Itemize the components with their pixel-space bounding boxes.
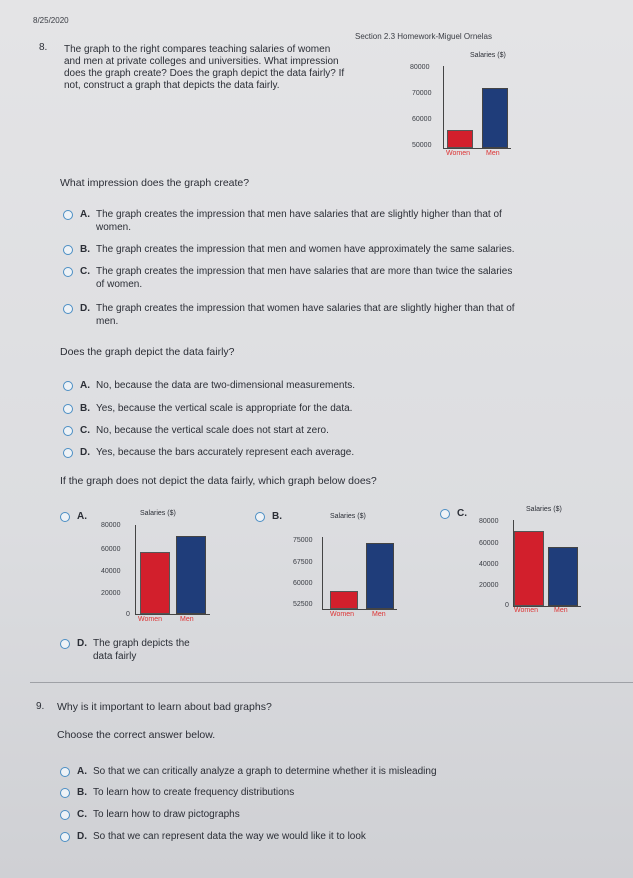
option-line: of women. <box>96 278 143 290</box>
prompt-impression: What impression does the graph create? <box>60 177 250 189</box>
y-axis <box>322 537 323 609</box>
option-letter: C. <box>80 425 90 436</box>
women-bar <box>330 591 358 609</box>
section-title: Section 2.3 Homework-Miguel Ornelas <box>355 32 492 41</box>
option-line: The graph creates the impression that men have salaries that are slightly higher than that of <box>96 209 502 220</box>
radio-button[interactable] <box>63 404 73 414</box>
option-impression-a[interactable] <box>63 209 603 234</box>
option-letter: D. <box>80 447 90 458</box>
y-tick: 75000 <box>293 537 313 544</box>
x-label-women: Women <box>514 607 538 614</box>
option-text <box>93 638 240 663</box>
prompt-which-graph: If the graph does not depict the data fairly, which graph below does? <box>60 475 377 487</box>
radio-button[interactable] <box>60 767 70 777</box>
chart-title: Salaries ($) <box>470 52 506 59</box>
x-axis <box>443 148 511 149</box>
question-9-instruction: Choose the correct answer below. <box>57 729 216 741</box>
graph-option-a[interactable] <box>60 511 93 524</box>
option-letter: B. <box>272 511 282 522</box>
y-tick: 50000 <box>412 142 432 149</box>
x-label-women: Women <box>138 616 162 623</box>
graph-c-chart <box>478 506 598 621</box>
radio-button[interactable] <box>63 267 73 277</box>
option-letter: B. <box>80 403 90 414</box>
option-text <box>96 266 603 291</box>
x-label-women: Women <box>330 611 354 618</box>
question-9-text: Why is it important to learn about bad graphs? <box>57 701 272 713</box>
y-tick: 0 <box>126 611 130 618</box>
option-line: women. <box>96 221 132 233</box>
option-line: The graph creates the impression that men have salaries that are more than twice the salaries <box>96 266 513 277</box>
women-bar <box>514 531 544 606</box>
radio-button[interactable] <box>60 832 70 842</box>
option-letter: B. <box>77 787 87 798</box>
radio-button[interactable] <box>255 512 265 522</box>
option-text: To learn how to create frequency distributions <box>93 787 295 798</box>
option-line: The graph creates the impression that men and women have approximately the same salaries. <box>96 244 515 255</box>
x-axis <box>135 614 210 615</box>
graph-option-b[interactable] <box>255 511 288 524</box>
y-tick: 80000 <box>101 522 121 529</box>
option-text: So that we can critically analyze a graph to determine whether it is misleading <box>93 766 437 777</box>
option-letter: C. <box>80 266 90 277</box>
option-letter: A. <box>80 380 90 391</box>
option-letter: A. <box>77 766 87 777</box>
y-tick: 40000 <box>479 561 499 568</box>
option-fair-a[interactable] <box>63 380 513 393</box>
option-impression-d[interactable] <box>63 303 603 328</box>
y-tick: 60000 <box>412 116 432 123</box>
option-text: To learn how to draw pictographs <box>93 809 240 820</box>
question-8-text-line: does the graph create? Does the graph depict the data fairly? If <box>64 68 345 79</box>
option-letter: D. <box>77 831 87 842</box>
option-line: The graph depicts the <box>93 638 190 649</box>
prompt-fairness: Does the graph depict the data fairly? <box>60 346 235 358</box>
radio-button[interactable] <box>60 788 70 798</box>
chart-title: Salaries ($) <box>140 510 176 517</box>
y-tick: 67500 <box>293 559 313 566</box>
y-tick: 20000 <box>101 590 121 597</box>
option-letter: A. <box>77 511 87 522</box>
option-line: data fairly <box>93 650 137 662</box>
y-tick: 0 <box>505 602 509 609</box>
chart-title: Salaries ($) <box>526 506 562 513</box>
women-bar <box>140 552 170 614</box>
option-text <box>96 303 603 328</box>
radio-button[interactable] <box>60 639 70 649</box>
radio-button[interactable] <box>63 304 73 314</box>
y-axis <box>135 525 136 614</box>
radio-button[interactable] <box>63 210 73 220</box>
radio-button[interactable] <box>63 381 73 391</box>
y-tick: 20000 <box>479 582 499 589</box>
radio-button[interactable] <box>63 426 73 436</box>
y-tick: 70000 <box>412 90 432 97</box>
x-label-men: Men <box>554 607 568 614</box>
option-letter: C. <box>457 508 467 519</box>
question-8-text-line: not, construct a graph that depicts the data fairly. <box>64 80 280 91</box>
x-label-men: Men <box>180 616 194 623</box>
option-text: Yes, because the bars accurately represent each average. <box>96 447 355 458</box>
option-line: The graph creates the impression that women have salaries that are slightly higher than that of <box>96 303 515 314</box>
radio-button[interactable] <box>63 245 73 255</box>
option-line: men. <box>96 315 119 327</box>
option-letter: C. <box>77 809 87 820</box>
option-text: No, because the data are two-dimensional measurements. <box>96 380 356 391</box>
y-tick: 60000 <box>101 546 121 553</box>
men-bar <box>176 536 206 614</box>
option-fair-b[interactable] <box>63 403 513 416</box>
option-text <box>96 244 603 257</box>
question-8-text-line: The graph to the right compares teaching salaries of women <box>64 44 331 55</box>
men-bar <box>366 543 394 609</box>
option-letter: B. <box>80 244 90 255</box>
option-q9-a[interactable] <box>60 766 580 779</box>
option-q9-b[interactable] <box>60 787 580 800</box>
x-label-women: Women <box>446 150 470 157</box>
graph-option-c[interactable] <box>440 508 473 521</box>
y-axis <box>443 66 444 148</box>
x-label-men: Men <box>372 611 386 618</box>
option-fair-c[interactable] <box>63 425 513 438</box>
radio-button[interactable] <box>63 448 73 458</box>
option-q9-c[interactable] <box>60 809 580 822</box>
option-impression-b[interactable] <box>63 244 603 257</box>
option-letter: D. <box>80 303 90 314</box>
option-text: Yes, because the vertical scale is appropriate for the data. <box>96 403 353 414</box>
graph-b-chart <box>290 513 405 628</box>
option-letter: A. <box>80 209 90 220</box>
option-text <box>96 209 603 234</box>
option-text: No, because the vertical scale does not start at zero. <box>96 425 329 436</box>
x-label-men: Men <box>486 150 500 157</box>
y-tick: 40000 <box>101 568 121 575</box>
option-text: So that we can represent data the way we would like it to look <box>93 831 366 842</box>
question-divider <box>30 682 633 683</box>
y-tick: 60000 <box>293 580 313 587</box>
option-impression-c[interactable] <box>63 266 603 291</box>
y-tick: 52500 <box>293 601 313 608</box>
question-8-number: 8. <box>39 42 48 53</box>
radio-button[interactable] <box>60 810 70 820</box>
x-axis <box>322 609 397 610</box>
radio-button[interactable] <box>60 512 70 522</box>
y-tick: 80000 <box>479 518 499 525</box>
graph-a-chart <box>100 510 215 630</box>
option-letter: D. <box>77 638 87 649</box>
chart-title: Salaries ($) <box>330 513 366 520</box>
women-bar <box>447 130 473 148</box>
graph-option-d[interactable] <box>60 638 240 663</box>
main-salary-chart <box>410 52 520 172</box>
y-tick: 80000 <box>410 64 430 71</box>
question-8-text-line: and men at private colleges and universities. What impression <box>64 56 339 67</box>
option-q9-d[interactable] <box>60 831 580 844</box>
y-tick: 60000 <box>479 540 499 547</box>
option-fair-d[interactable] <box>63 447 513 460</box>
radio-button[interactable] <box>440 509 450 519</box>
men-bar <box>548 547 578 606</box>
question-8-text <box>64 44 404 92</box>
page-date: 8/25/2020 <box>33 16 69 25</box>
men-bar <box>482 88 508 148</box>
question-9-number: 9. <box>36 701 45 712</box>
